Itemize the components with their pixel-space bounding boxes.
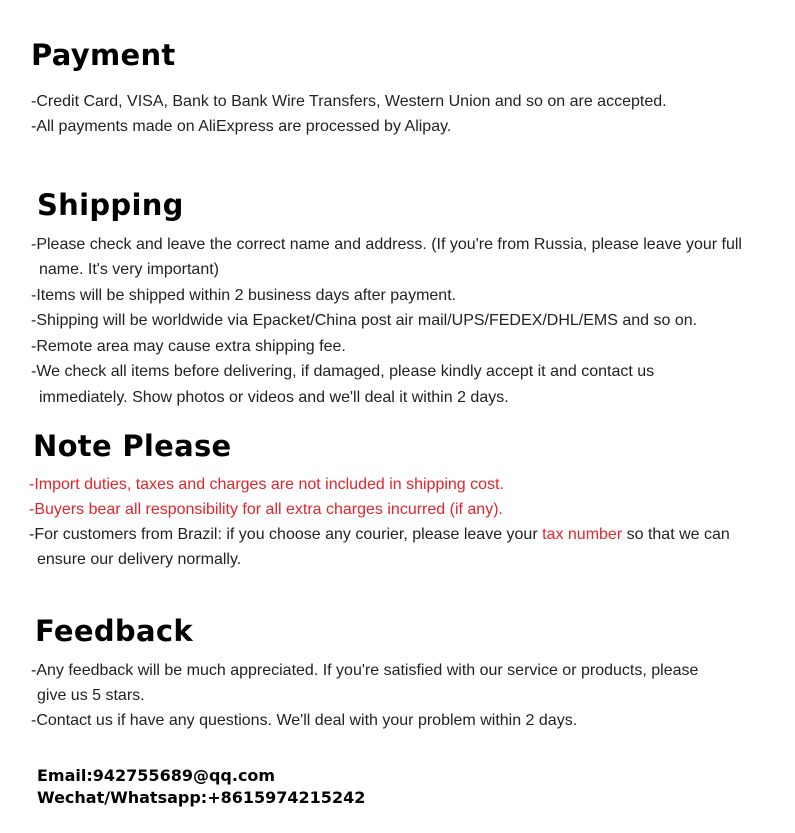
note-brazil-prefix: -For customers from Brazil: if you choose any courier, please leave your	[29, 526, 543, 543]
shipping-heading: Shipping	[37, 188, 184, 222]
shipping-line-2: -Items will be shipped within 2 business days after payment.	[31, 287, 457, 304]
feedback-heading: Feedback	[35, 614, 193, 648]
shipping-line-4: -Remote area may cause extra shipping fee.	[31, 338, 346, 355]
note-heading: Note Please	[33, 429, 232, 463]
contact-email: Email:942755689@qq.com	[37, 766, 276, 785]
feedback-line-1: -Any feedback will be much appreciated. If you're satisfied with our service or products, please	[31, 662, 699, 679]
note-line-1: -Import duties, taxes and charges are not included in shipping cost.	[29, 476, 504, 493]
tax-number-highlight: tax number	[542, 526, 623, 543]
feedback-line-2: -Contact us if have any questions. We'll deal with your problem within 2 days.	[31, 712, 578, 729]
note-line-3	[29, 525, 730, 545]
feedback-line-1-cont: give us 5 stars.	[37, 687, 145, 704]
payment-line-1: -Credit Card, VISA, Bank to Bank Wire Transfers, Western Union and so on are accepted.	[31, 93, 667, 110]
note-line-3-cont: ensure our delivery normally.	[37, 551, 242, 568]
contact-wechat: Wechat/Whatsapp:+8615974215242	[37, 788, 366, 807]
shipping-line-5: -We check all items before delivering, if damaged, please kindly accept it and contact us	[31, 363, 655, 380]
note-line-2: -Buyers bear all responsibility for all extra charges incurred (if any).	[29, 501, 503, 518]
payment-line-2: -All payments made on AliExpress are processed by Alipay.	[31, 118, 452, 135]
shipping-line-1-cont: name. It's very important)	[39, 261, 219, 278]
shipping-line-3: -Shipping will be worldwide via Epacket/China post air mail/UPS/FEDEX/DHL/EMS and so on.	[31, 312, 698, 329]
shipping-line-1: -Please check and leave the correct name and address. (If you're from Russia, please leave your full	[31, 236, 742, 253]
shipping-line-5-cont: immediately. Show photos or videos and we'll deal it within 2 days.	[39, 389, 509, 406]
payment-heading: Payment	[31, 38, 176, 72]
note-brazil-suffix: so that we can	[622, 526, 730, 543]
